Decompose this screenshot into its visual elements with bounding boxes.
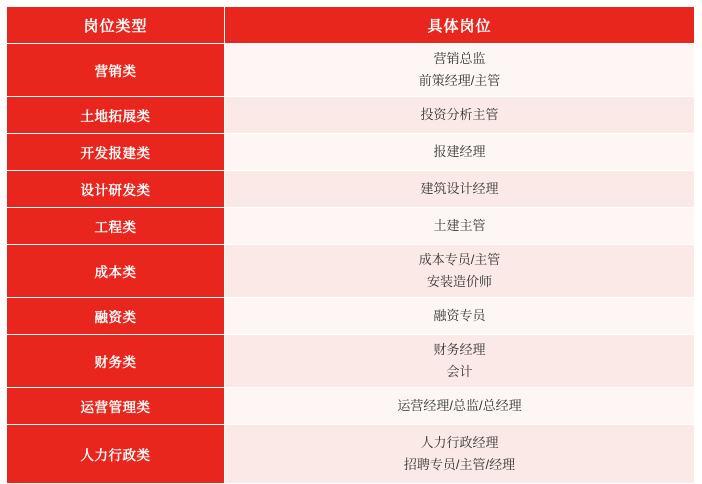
job-type-cell: 开发报建类 — [7, 134, 225, 171]
table-row — [7, 388, 695, 425]
job-type-cell: 工程类 — [7, 208, 225, 245]
job-positions-table — [6, 6, 695, 484]
table-row — [7, 425, 695, 484]
table-row — [7, 171, 695, 208]
job-post-line: 土建主管 — [433, 218, 486, 233]
job-type-cell: 营销类 — [7, 44, 225, 97]
job-type-cell: 成本类 — [7, 245, 225, 298]
job-post-line: 报建经理 — [433, 144, 486, 159]
job-post-line: 营销总监 — [433, 51, 486, 66]
job-post-line: 前策经理/主管 — [418, 73, 501, 88]
job-type-cell: 财务类 — [7, 335, 225, 388]
job-post-line: 运营经理/总监/总经理 — [397, 398, 522, 413]
job-post-cell — [225, 171, 695, 208]
table-row — [7, 134, 695, 171]
table-row — [7, 298, 695, 335]
job-type-cell: 土地拓展类 — [7, 97, 225, 134]
job-post-cell — [225, 134, 695, 171]
table-row — [7, 208, 695, 245]
job-post-line: 安装造价师 — [426, 274, 492, 289]
table-header-row — [7, 7, 695, 44]
job-post-cell — [225, 97, 695, 134]
table-row — [7, 97, 695, 134]
job-post-cell — [225, 335, 695, 388]
job-post-cell — [225, 44, 695, 97]
job-post-cell — [225, 388, 695, 425]
job-type-cell: 人力行政类 — [7, 425, 225, 484]
job-post-cell — [225, 208, 695, 245]
column-header-specific-post: 具体岗位 — [225, 7, 695, 44]
column-header-job-type: 岗位类型 — [7, 7, 225, 44]
job-type-cell: 设计研发类 — [7, 171, 225, 208]
job-post-line: 融资专员 — [433, 308, 486, 323]
job-post-cell — [225, 425, 695, 484]
job-post-line: 财务经理 — [433, 342, 486, 357]
job-post-line: 招聘专员/主管/经理 — [403, 457, 516, 472]
job-post-line: 成本专员/主管 — [418, 252, 501, 267]
table-header — [7, 7, 695, 44]
table-body — [7, 44, 695, 484]
job-post-line: 建筑设计经理 — [420, 181, 499, 196]
job-type-cell: 运营管理类 — [7, 388, 225, 425]
job-post-cell — [225, 298, 695, 335]
table-row — [7, 44, 695, 97]
table-row — [7, 245, 695, 298]
job-post-line: 人力行政经理 — [420, 435, 499, 450]
job-post-line: 投资分析主管 — [420, 107, 499, 122]
job-type-cell: 融资类 — [7, 298, 225, 335]
table-row — [7, 335, 695, 388]
job-post-line: 会计 — [446, 364, 473, 379]
job-post-cell — [225, 245, 695, 298]
